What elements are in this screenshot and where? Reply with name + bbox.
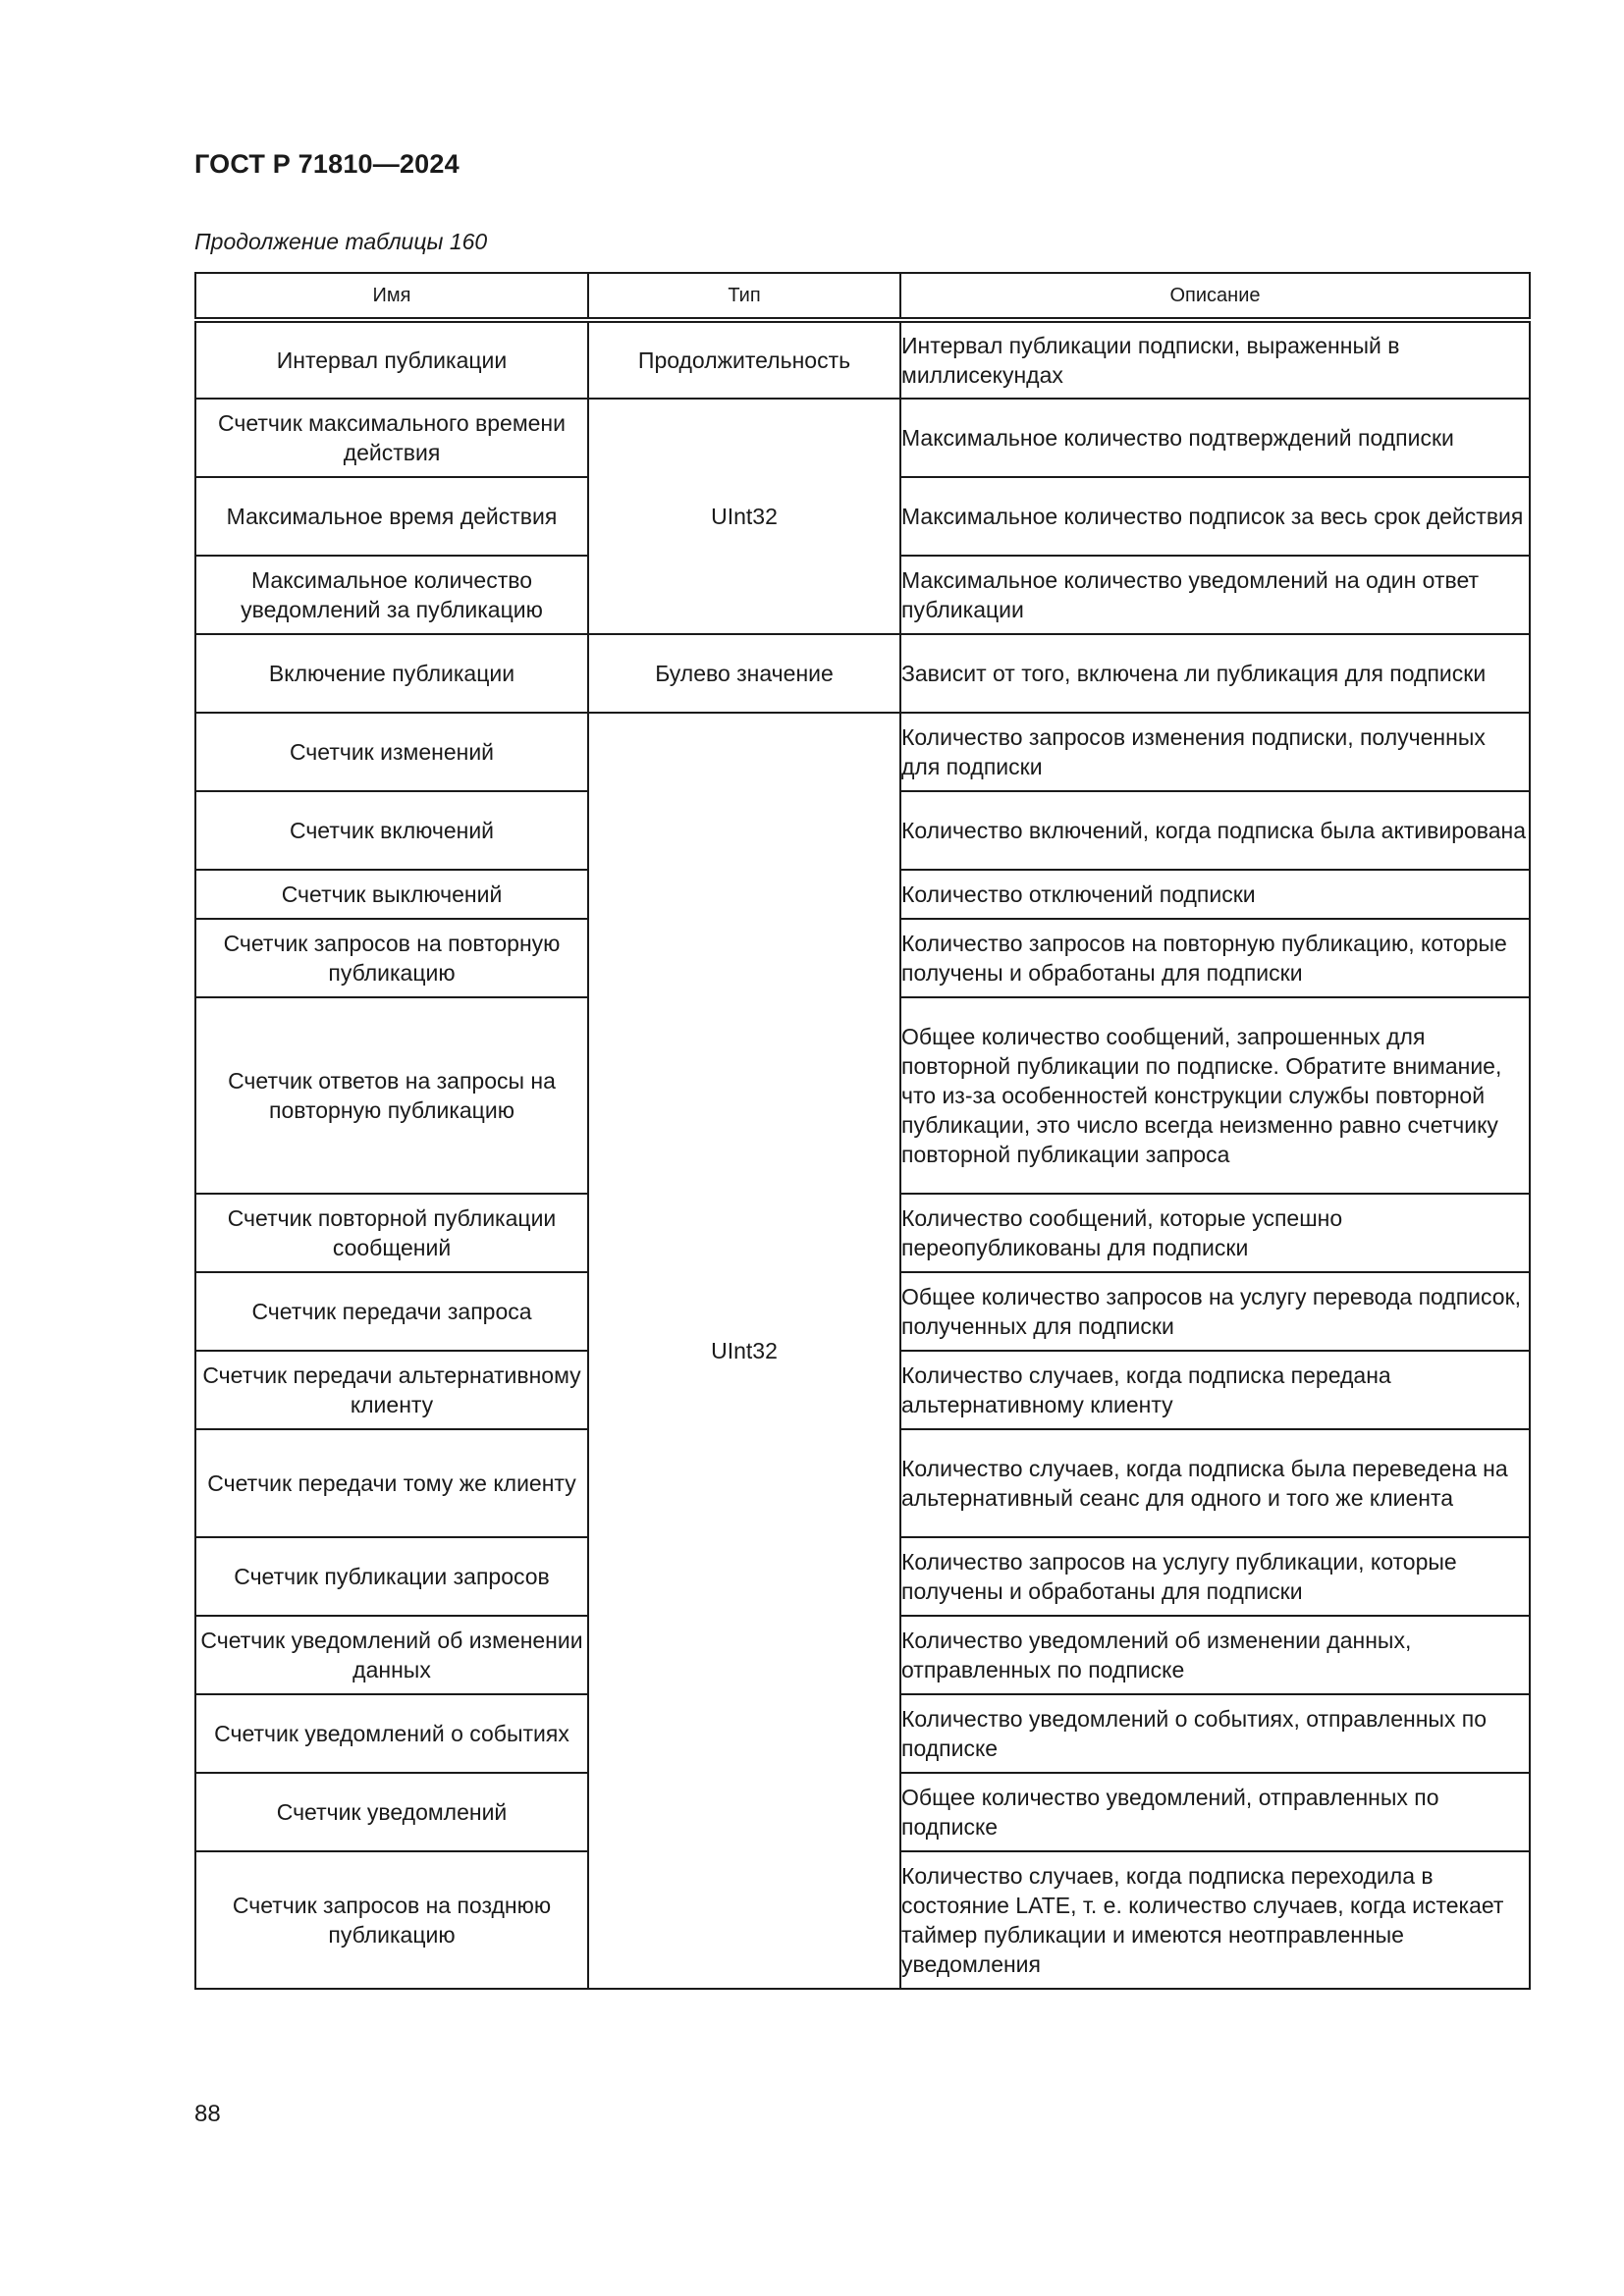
row-type-cell: UInt32 [588,399,900,634]
row-type-cell: Продолжительность [588,320,900,399]
row-name-cell: Максимальное количество уведомлений за публикацию [195,556,588,634]
row-description-cell: Максимальное количество подписок за весь срок действия [900,477,1530,556]
row-name-cell: Счетчик включений [195,791,588,870]
row-description-cell: Количество запросов на услугу публикации, которые получены и обработаны для подписки [900,1537,1530,1616]
row-description-cell: Количество запросов изменения подписки, полученных для подписки [900,713,1530,791]
row-description-cell: Количество случаев, когда подписка передана альтернативному клиенту [900,1351,1530,1429]
row-description-cell: Количество случаев, когда подписка была переведена на альтернативный сеанс для одного и того же клиента [900,1429,1530,1537]
row-name-cell: Включение публикации [195,634,588,713]
row-name-cell: Счетчик ответов на запросы на повторную публикацию [195,997,588,1194]
table-row [195,713,1530,791]
row-description-cell: Зависит от того, включена ли публикация для подписки [900,634,1530,713]
row-description-cell: Количество запросов на повторную публикацию, которые получены и обработаны для подписки [900,919,1530,997]
row-name-cell: Счетчик публикации запросов [195,1537,588,1616]
row-name-cell: Счетчик выключений [195,870,588,919]
row-description-cell: Общее количество уведомлений, отправленных по подписке [900,1773,1530,1851]
row-name-cell: Счетчик уведомлений [195,1773,588,1851]
column-header-name: Имя [195,273,588,320]
row-type-cell: Булево значение [588,634,900,713]
row-name-cell: Счетчик повторной публикации сообщений [195,1194,588,1272]
row-description-cell: Количество случаев, когда подписка переходила в состояние LATE, т. е. количество случаев, когда истекает таймер публикации и имеются неотправленные уведомления [900,1851,1530,1989]
row-description-cell: Интервал публикации подписки, выраженный в миллисекундах [900,320,1530,399]
row-description-cell: Общее количество запросов на услугу перевода подписок, полученных для подписки [900,1272,1530,1351]
column-header-description: Описание [900,273,1530,320]
row-description-cell: Количество сообщений, которые успешно переопубликованы для подписки [900,1194,1530,1272]
row-name-cell: Счетчик запросов на позднюю публикацию [195,1851,588,1989]
row-type-cell: UInt32 [588,713,900,1989]
row-name-cell: Счетчик передачи тому же клиенту [195,1429,588,1537]
table-row [195,634,1530,713]
row-description-cell: Количество уведомлений о событиях, отправленных по подписке [900,1694,1530,1773]
row-description-cell: Количество уведомлений об изменении данных, отправленных по подписке [900,1616,1530,1694]
row-name-cell: Счетчик запросов на повторную публикацию [195,919,588,997]
row-description-cell: Количество включений, когда подписка была активирована [900,791,1530,870]
column-header-type: Тип [588,273,900,320]
row-description-cell: Количество отключений подписки [900,870,1530,919]
row-name-cell: Интервал публикации [195,320,588,399]
row-name-cell: Счетчик передачи альтернативному клиенту [195,1351,588,1429]
row-name-cell: Счетчик максимального времени действия [195,399,588,477]
table-row [195,399,1530,477]
row-description-cell: Максимальное количество подтверждений подписки [900,399,1530,477]
row-name-cell: Счетчик уведомлений об изменении данных [195,1616,588,1694]
row-name-cell: Счетчик изменений [195,713,588,791]
row-name-cell: Счетчик уведомлений о событиях [195,1694,588,1773]
table-caption: Продолжение таблицы 160 [194,229,488,254]
row-name-cell: Счетчик передачи запроса [195,1272,588,1351]
row-name-cell: Максимальное время действия [195,477,588,556]
table-row [195,320,1530,399]
page-number: 88 [194,2101,221,2127]
row-description-cell: Общее количество сообщений, запрошенных для повторной публикации по подписке. Обратите внимание, что из-за особенностей конструкции службы повторной публикации, это число всегда неизменно равно счетчику повторной публикации запроса [900,997,1530,1194]
table-header-row [195,273,1530,320]
row-description-cell: Максимальное количество уведомлений на один ответ публикации [900,556,1530,634]
standard-header: ГОСТ Р 71810—2024 [194,149,460,179]
parameters-table [194,272,1531,1990]
